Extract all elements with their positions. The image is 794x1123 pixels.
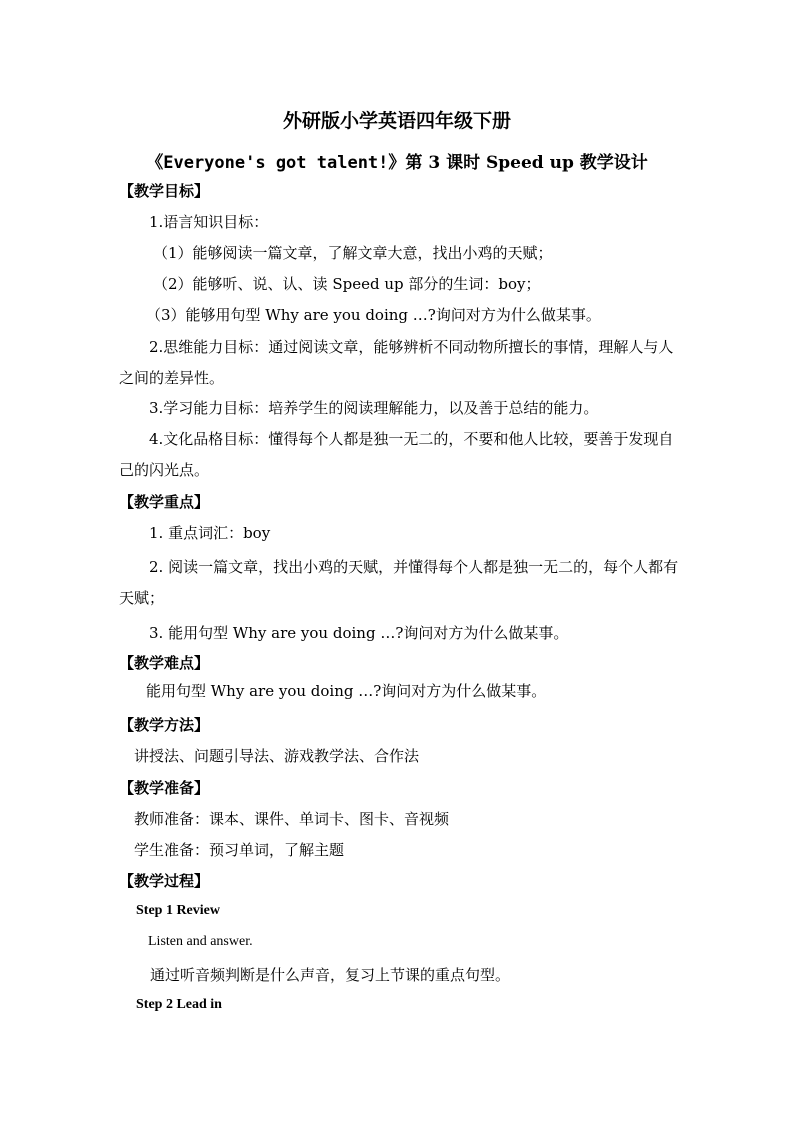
key-point-reading: 2. 阅读一篇文章，找出小鸡的天赋，并懂得每个人都是独一无二的，每个人都有天赋； — [119, 558, 679, 607]
preparation-heading: 【教学准备】 — [119, 779, 210, 797]
subtitle-suffix: 》第 3 课时 Speed up 教学设计 — [388, 153, 648, 173]
step-1-activity: Listen and answer. — [148, 934, 253, 949]
key-point-vocabulary: 1. 重点词汇：boy — [149, 524, 271, 542]
document-subtitle — [0, 148, 794, 173]
key-points-heading: 【教学重点】 — [119, 493, 210, 511]
process-heading: 【教学过程】 — [119, 872, 210, 890]
objective-language-2: （2）能够听、说、认、读 Speed up 部分的生词：boy； — [153, 275, 541, 293]
difficulties-heading: 【教学难点】 — [119, 654, 210, 672]
document-title: 外研版小学英语四年级下册 — [282, 110, 511, 132]
subtitle-unit-name: Everyone's got talent! — [163, 153, 389, 173]
difficulty-text: 能用句型 Why are you doing …?询问对方为什么做某事。 — [146, 682, 547, 700]
objective-language-3: （3）能够用句型 Why are you doing …?询问对方为什么做某事。 — [146, 306, 601, 324]
teacher-preparation: 教师准备：课本、课件、单词卡、图卡、音视频 — [134, 810, 450, 828]
objective-thinking: 2.思维能力目标：通过阅读文章，能够辨析不同动物所擅长的事情，理解人与人之间的差异性。 — [119, 338, 674, 387]
methods-text: 讲授法、问题引导法、游戏教学法、合作法 — [134, 747, 420, 765]
student-preparation: 学生准备：预习单词，了解主题 — [134, 841, 345, 859]
subtitle-prefix: 《 — [146, 153, 164, 173]
objective-language: 1.语言知识目标： — [149, 213, 269, 231]
step-1-title: Step 1 Review — [136, 903, 220, 918]
step-1-description: 通过听音频判断是什么声音，复习上节课的重点句型。 — [150, 966, 511, 984]
methods-heading: 【教学方法】 — [119, 716, 210, 734]
objectives-heading: 【教学目标】 — [119, 182, 210, 200]
objective-language-1: （1）能够阅读一篇文章，了解文章大意，找出小鸡的天赋； — [153, 244, 553, 262]
key-point-sentence: 3. 能用句型 Why are you doing …?询问对方为什么做某事。 — [149, 624, 569, 642]
objective-culture: 4.文化品格目标：懂得每个人都是独一无二的，不要和他人比较，要善于发现自己的闪光点。 — [119, 430, 674, 479]
objective-learning: 3.学习能力目标：培养学生的阅读理解能力，以及善于总结的能力。 — [149, 399, 599, 417]
step-2-title: Step 2 Lead in — [136, 997, 222, 1012]
